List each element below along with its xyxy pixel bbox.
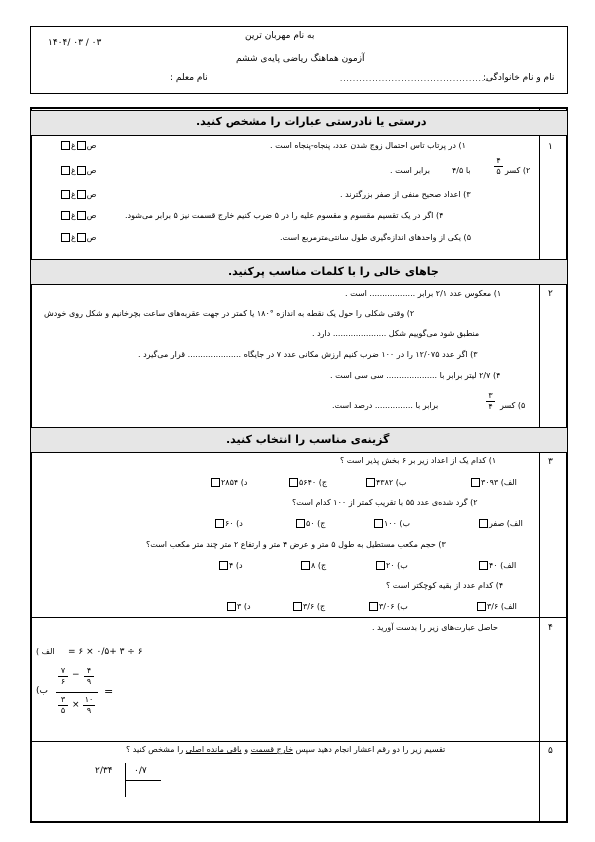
s1-item2-mid: با ۴/۵ [452,166,471,175]
s1-tf-3 [60,190,96,199]
student-name-dots: .............................................. [340,75,489,83]
option-checkbox[interactable] [301,561,310,570]
s3-q3-opt-d[interactable]: د) ۴ [218,561,243,570]
false-checkbox[interactable] [61,233,70,242]
s1-tf-2 [60,166,96,175]
s2-item2-line1: ۲) وقتی شکلی را حول یک نقطه به اندازه °۱۸۰ یا کمتر در جهت عقربه‌های ساعت بچرخانیم و شکل روی خودش [44,309,415,318]
option-checkbox[interactable] [296,519,305,528]
false-checkbox[interactable] [61,190,70,199]
s2-item1: ۱) معکوس عدد ۲/۱ برابر .................. است . [345,289,502,298]
s4-a-expr: = ۶ × ۰/۵+ ۳ ÷ ۶ [68,647,143,657]
exam-date: ۱۴۰۴/ ۰۳ / ۰۳ [48,38,102,48]
s5-dividend: ۲/۳۴ [95,766,113,776]
false-checkbox[interactable] [61,141,70,150]
section4-divider [31,617,567,618]
s4-b-den-left [58,696,68,715]
section4-number: ۴ [548,623,553,633]
basmala: به نام مهربان ترین [245,31,315,41]
section5-number: ۵ [548,746,553,756]
s2-item5-tail: برابر با ............... درصد است. [332,401,439,410]
s4-b-label: ب) [36,686,48,696]
option-checkbox[interactable] [479,561,488,570]
s4-a-label: الف ) [36,647,55,656]
fraction-numerator: ۴ [86,666,92,675]
prompt-part: تقسیم زیر را دو رقم اعشار انجام دهید سپس [295,745,446,754]
option-checkbox[interactable] [227,602,236,611]
student-name-label: نام و نام خانوادگی: [483,73,555,83]
s1-item4: ۴) اگر در یک تقسیم مقسوم و مقسوم علیه را در ۵ ضرب کنیم خارج قسمت نیز ۵ برابر می‌شود. [125,211,444,220]
prompt-part: را مشخص کنید ؟ [126,745,184,754]
number-column-divider [539,108,540,822]
s3-q4: ۴) کدام عدد از بقیه کوچکتر است ؟ [386,581,504,590]
s5-prompt [126,746,445,754]
s3-q1: ۱) کدام یک از اعداد زیر بر ۶ بخش پذیر است ؟ [340,456,497,465]
section3-number: ۳ [548,457,553,467]
option-checkbox[interactable] [366,478,375,487]
teacher-label: نام معلم : [170,73,208,83]
prompt-underlined-remainder: باقی مانده اصلی [185,745,242,754]
false-label: غ [71,190,76,199]
s3-q3-opt-c[interactable]: ج) ۸ [300,561,326,570]
fraction-denominator: ۶ [60,677,66,686]
option-checkbox[interactable] [477,602,486,611]
section2-number: ۲ [548,289,553,299]
s4-b-minus: − [72,670,80,680]
option-checkbox[interactable] [479,519,488,528]
s4-prompt: حاصل عبارت‌های زیر را بدست آورید . [372,623,498,632]
true-checkbox[interactable] [77,190,86,199]
s3-q3-opt-b[interactable]: ب) ۲۰ [375,561,408,570]
fraction-numerator: ۳ [60,695,66,704]
option-checkbox[interactable] [219,561,228,570]
s3-q2-opt-c[interactable]: ج) ۵۰ [295,519,325,528]
section3-title: گزینه‌ی مناسب را انتخاب کنید. [226,433,390,446]
true-label: ص [86,211,97,220]
s1-item2-prefix: ۲) کسر [505,166,531,175]
s4-b-num-left [58,667,68,686]
s3-q2: ۲) گرد شده‌ی عدد ۵۵ با تقریب کمتر از ۱۰۰ کدام است؟ [292,498,478,507]
s1-item2-fraction [494,157,503,176]
prompt-part: و [244,745,249,754]
fraction-numerator: ۳ [488,391,493,400]
fraction-numerator: ۴ [496,156,501,165]
fraction-numerator: ۱۰ [84,695,94,704]
s3-q2-opt-d[interactable]: د) ۶۰ [214,519,243,528]
s1-tf-5 [60,233,96,242]
s3-q1-opt-c[interactable]: ج) ۵۶۴۰ [288,478,327,487]
section1-title: درستی یا نادرستی عبارات را مشخص کنید. [196,115,427,128]
true-checkbox[interactable] [77,233,86,242]
s1-tf-1 [60,141,96,150]
s3-q3-opt-a[interactable]: الف) ۴۰ [478,561,516,570]
s3-q4-opt-d[interactable]: د) ۳ [226,602,251,611]
s3-q4-opt-b[interactable]: ب) ۳/۰۶ [368,602,408,611]
fraction-numerator: ۷ [60,666,66,675]
s1-tf-4 [60,211,96,220]
s2-item2-line2: منطبق شود می‌گوییم شکل ..................... دارد . [312,329,480,338]
false-checkbox[interactable] [61,166,70,175]
section5-divider [31,741,567,742]
s5-divisor: ۰/۷ [134,766,147,776]
s4-b-equals: = [104,685,114,698]
s4-b-den-right [83,696,95,715]
true-label: ص [86,190,97,199]
option-checkbox[interactable] [215,519,224,528]
true-label: ص [86,141,97,150]
option-checkbox[interactable] [289,478,298,487]
fraction-denominator: ۵ [60,706,66,715]
false-label: غ [71,233,76,242]
s3-q1-opt-d[interactable]: د) ۲۸۵۴ [210,478,247,487]
true-label: ص [86,166,97,175]
section1-number: ۱ [548,142,553,152]
false-label: غ [71,141,76,150]
s3-q4-opt-a[interactable]: الف) ۳/۶ [476,602,517,611]
false-checkbox[interactable] [61,211,70,220]
fraction-denominator: ۵ [496,167,501,176]
s4-b-num-right [84,667,94,686]
s5-division-horizontal [125,780,161,781]
s3-q1-opt-b[interactable]: ب) ۴۳۸۲ [365,478,406,487]
s3-q2-opt-a[interactable]: الف) صفر [478,519,523,528]
s3-q1-opt-a[interactable]: الف) ۳۰۹۳ [470,478,517,487]
fraction-denominator: ۹ [86,706,92,715]
s1-item3: ۳) اعداد صحیح منفی از صفر بزرگترند . [340,190,471,199]
fraction-denominator: ۴ [488,402,493,411]
s3-q4-opt-c[interactable]: ج) ۳/۶ [292,602,325,611]
false-label: غ [71,211,76,220]
s1-item5: ۵) یکی از واحدهای اندازه‌گیری طول سانتی‌مترمربع است. [280,233,471,242]
s3-q2-opt-b[interactable]: ب) ۱۰۰ [373,519,410,528]
s4-b-main-bar [56,692,98,693]
true-checkbox[interactable] [77,211,86,220]
option-checkbox[interactable] [376,561,385,570]
s2-item5-prefix: ۵) کسر [500,401,526,410]
section2-title: جاهای خالی را با کلمات مناسب پرکنید. [228,265,439,278]
prompt-underlined-quotient: خارج قسمت [250,745,294,754]
option-checkbox[interactable] [211,478,220,487]
s1-item1: ۱) در پرتاب تاس احتمال زوج شدن عدد، پنجاه-پنجاه است . [270,141,466,150]
exam-title: آزمون هماهنگ ریاضی پایه‌ی ششم [236,54,365,64]
true-checkbox[interactable] [77,141,86,150]
fraction-denominator: ۹ [86,677,92,686]
false-label: غ [71,166,76,175]
s2-item3: ۳) اگر عدد ۱۲/۰۷۵ را در ۱۰۰ ضرب کنیم ارزش مکانی عدد ۷ در جایگاه ..................... قرار می‌گیرد . [138,350,478,359]
s2-item5-fraction [486,392,495,411]
s1-item2-tail: برابر است . [390,166,430,175]
option-checkbox[interactable] [471,478,480,487]
option-checkbox[interactable] [293,602,302,611]
true-checkbox[interactable] [77,166,86,175]
option-checkbox[interactable] [369,602,378,611]
true-label: ص [86,233,97,242]
s3-q3: ۳) حجم مکعب مستطیل به طول ۵ متر و عرض ۴ متر و ارتفاع ۲ متر چند متر مکعب است؟ [146,540,446,549]
s4-b-times: × [72,700,80,710]
option-checkbox[interactable] [374,519,383,528]
s2-item4: ۴) ۲/۷ لیتر برابر با .................... سی سی است . [330,371,501,380]
